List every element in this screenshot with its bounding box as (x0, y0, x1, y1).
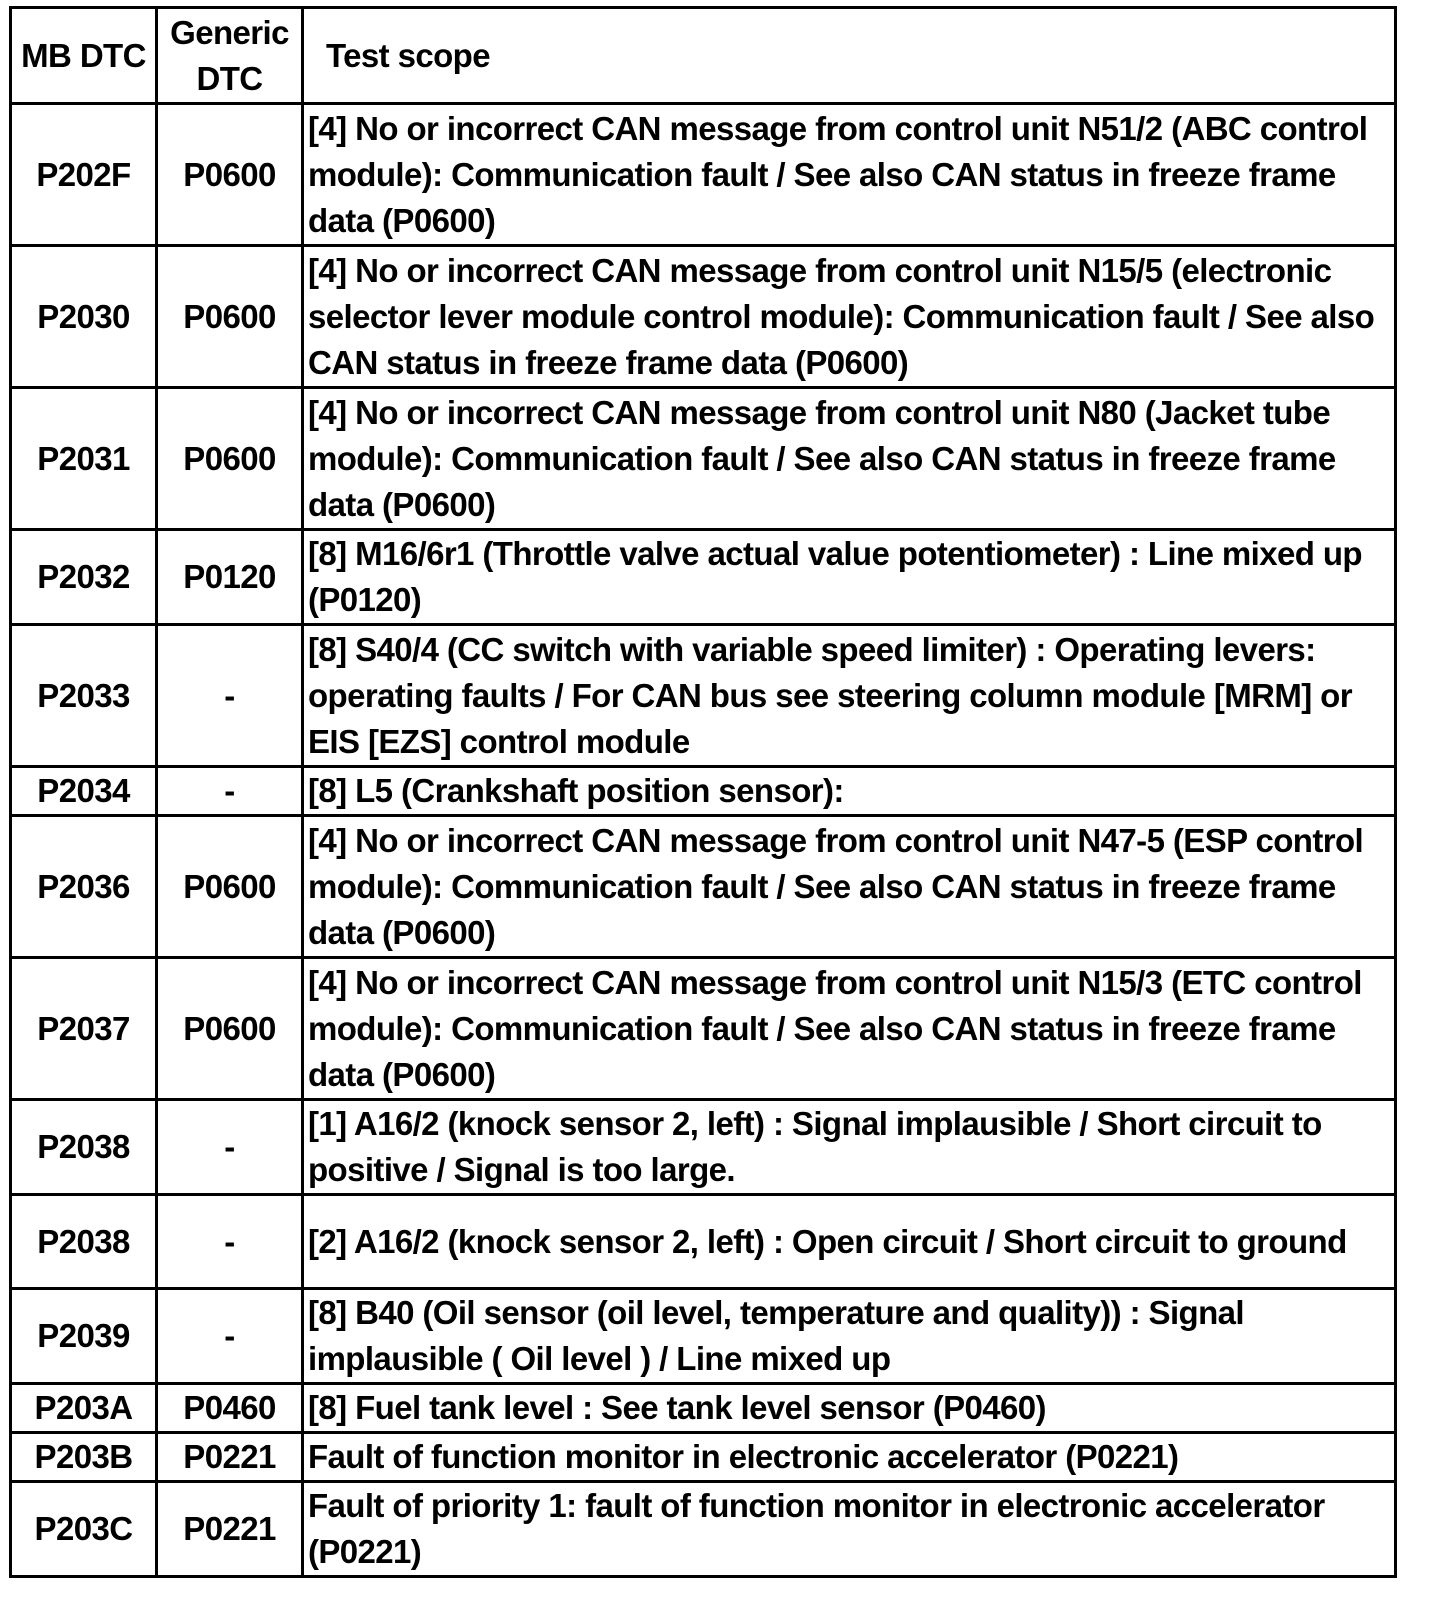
generic-dtc-cell: P0120 (157, 530, 303, 625)
table-row (11, 246, 1396, 388)
header-mb-dtc: MB DTC (11, 8, 157, 104)
test-scope-cell: [8] L5 (Crankshaft position sensor): (303, 767, 1396, 816)
test-scope-cell: [4] No or incorrect CAN message from control unit N15/3 (ETC control module): Communication fault / See also CAN status in freeze frame data (P0600) (303, 958, 1396, 1100)
test-scope-cell: [8] Fuel tank level : See tank level sensor (P0460) (303, 1384, 1396, 1433)
test-scope-cell: [8] M16/6r1 (Throttle valve actual value potentiometer) : Line mixed up (P0120) (303, 530, 1396, 625)
mb-dtc-cell: P2032 (11, 530, 157, 625)
test-scope-cell: [8] B40 (Oil sensor (oil level, temperature and quality)) : Signal implausible ( Oil level ) / Line mixed up (303, 1289, 1396, 1384)
generic-dtc-cell: P0460 (157, 1384, 303, 1433)
generic-dtc-cell: - (157, 1195, 303, 1289)
generic-dtc-cell: P0221 (157, 1433, 303, 1482)
generic-dtc-cell: - (157, 767, 303, 816)
table-row (11, 104, 1396, 246)
table-row (11, 388, 1396, 530)
mb-dtc-cell: P2030 (11, 246, 157, 388)
table-row (11, 767, 1396, 816)
mb-dtc-cell: P203C (11, 1482, 157, 1577)
generic-dtc-cell: P0600 (157, 816, 303, 958)
header-generic-line2: DTC (196, 59, 263, 97)
test-scope-cell: [2] A16/2 (knock sensor 2, left) : Open circuit / Short circuit to ground (303, 1195, 1396, 1289)
table-row (11, 1384, 1396, 1433)
mb-dtc-cell: P2034 (11, 767, 157, 816)
table-row (11, 1195, 1396, 1289)
generic-dtc-cell: P0221 (157, 1482, 303, 1577)
test-scope-cell: [4] No or incorrect CAN message from control unit N51/2 (ABC control module): Communication fault / See also CAN status in freeze frame data (P0600) (303, 104, 1396, 246)
table-row (11, 1482, 1396, 1577)
table-row (11, 625, 1396, 767)
header-generic-line1: Generic (170, 13, 289, 51)
test-scope-cell: Fault of function monitor in electronic accelerator (P0221) (303, 1433, 1396, 1482)
test-scope-cell: [4] No or incorrect CAN message from control unit N80 (Jacket tube module): Communication fault / See also CAN status in freeze frame data (P0600) (303, 388, 1396, 530)
table-header-row (11, 8, 1396, 104)
table-row (11, 816, 1396, 958)
mb-dtc-cell: P2033 (11, 625, 157, 767)
generic-dtc-cell: - (157, 1289, 303, 1384)
mb-dtc-cell: P203A (11, 1384, 157, 1433)
table-row (11, 1433, 1396, 1482)
mb-dtc-cell: P203B (11, 1433, 157, 1482)
generic-dtc-cell: - (157, 1100, 303, 1195)
table-row (11, 1289, 1396, 1384)
mb-dtc-cell: P2038 (11, 1195, 157, 1289)
generic-dtc-cell: - (157, 625, 303, 767)
generic-dtc-cell: P0600 (157, 958, 303, 1100)
mb-dtc-cell: P2038 (11, 1100, 157, 1195)
generic-dtc-cell: P0600 (157, 104, 303, 246)
generic-dtc-cell: P0600 (157, 246, 303, 388)
mb-dtc-cell: P2036 (11, 816, 157, 958)
table-row (11, 958, 1396, 1100)
header-test-scope: Test scope (303, 8, 1396, 104)
header-generic-dtc (157, 8, 303, 104)
mb-dtc-cell: P2031 (11, 388, 157, 530)
dtc-table (9, 6, 1397, 1578)
test-scope-cell: [4] No or incorrect CAN message from control unit N15/5 (electronic selector lever module control module): Communication fault / See also CAN status in freeze frame data (P0600) (303, 246, 1396, 388)
mb-dtc-cell: P2039 (11, 1289, 157, 1384)
mb-dtc-cell: P2037 (11, 958, 157, 1100)
table-row (11, 1100, 1396, 1195)
test-scope-cell: [4] No or incorrect CAN message from control unit N47-5 (ESP control module): Communication fault / See also CAN status in freeze frame data (P0600) (303, 816, 1396, 958)
test-scope-cell: [8] S40/4 (CC switch with variable speed limiter) : Operating levers: operating faults / For CAN bus see steering column module [MRM] or EIS [EZS] control module (303, 625, 1396, 767)
test-scope-cell: [1] A16/2 (knock sensor 2, left) : Signal implausible / Short circuit to positive / Signal is too large. (303, 1100, 1396, 1195)
test-scope-cell: Fault of priority 1: fault of function monitor in electronic accelerator (P0221) (303, 1482, 1396, 1577)
mb-dtc-cell: P202F (11, 104, 157, 246)
generic-dtc-cell: P0600 (157, 388, 303, 530)
table-row (11, 530, 1396, 625)
